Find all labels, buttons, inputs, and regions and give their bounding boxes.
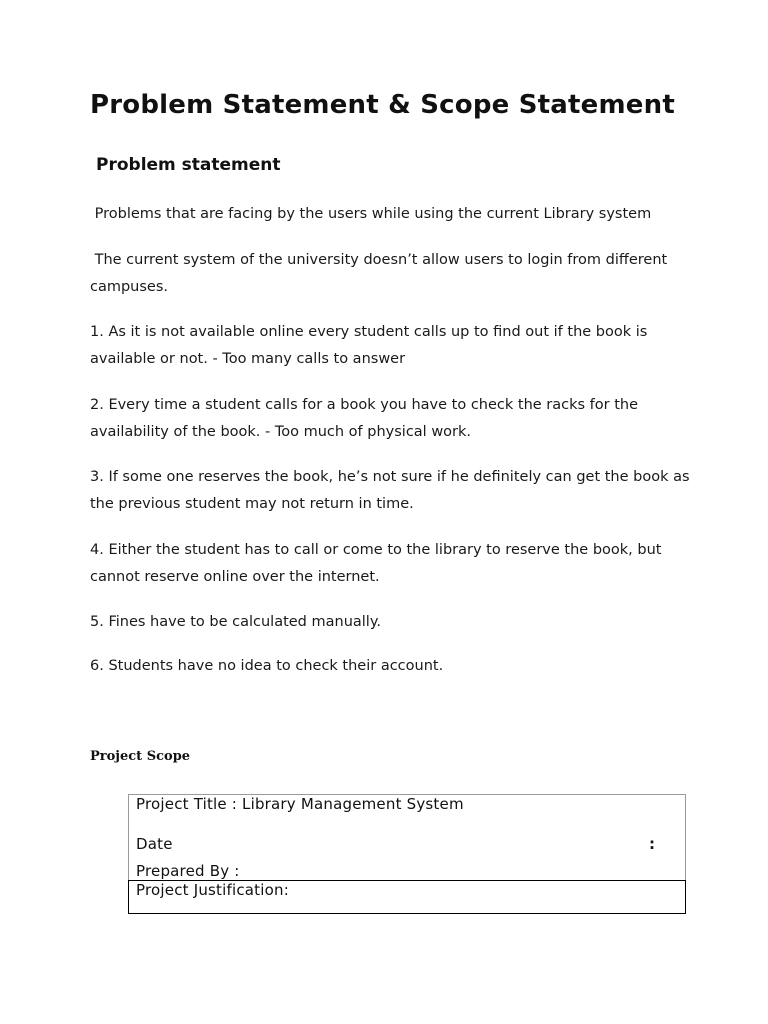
project-scope-label: Project Scope: [90, 749, 191, 764]
date-row: Date: [136, 835, 173, 853]
problem-item-5: 5. Fines have to be calculated manually.: [90, 614, 381, 630]
problem-item-6: 6. Students have no idea to check their account.: [90, 658, 444, 674]
scope-table-header-cell: [128, 794, 686, 881]
paragraph-current-system: The current system of the university doesn’t allow users to login from different campuses.: [90, 252, 672, 295]
problem-statement-heading: Problem statement: [96, 155, 281, 175]
project-scope-table: [128, 794, 686, 914]
intro-paragraph: Problems that are facing by the users while using the current Library system: [90, 206, 652, 222]
problem-item-2: 2. Every time a student calls for a book you have to check the racks for the availability of the book. - Too much of physical work.: [90, 397, 639, 440]
problem-item-4: 4. Either the student has to call or come to the library to reserve the book, but cannot reserve online over the internet.: [90, 542, 662, 585]
date-colon: :: [649, 835, 655, 853]
prepared-by-row: Prepared By :: [136, 862, 240, 880]
scope-table-justification-cell: [128, 880, 686, 914]
project-title-row: Project Title : Library Management System: [136, 795, 464, 813]
problem-item-3: 3. If some one reserves the book, he’s not sure if he definitely can get the book as the previous student may not return in time.: [90, 469, 690, 512]
project-justification-row: Project Justification:: [136, 881, 289, 899]
page-title: Problem Statement & Scope Statement: [90, 90, 675, 120]
problem-item-1: 1. As it is not available online every student calls up to find out if the book is available or not. - Too many calls to answer: [90, 324, 648, 367]
